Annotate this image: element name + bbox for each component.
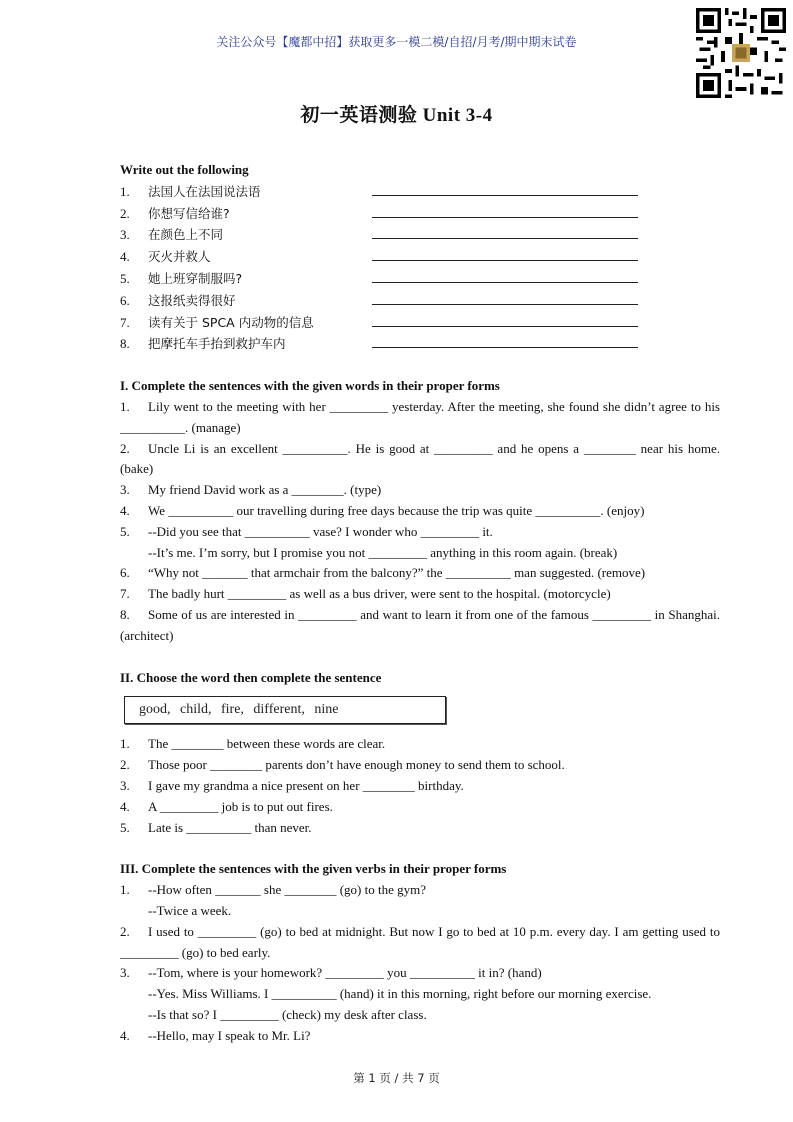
answer-line[interactable]	[372, 203, 638, 218]
item-number: 2.	[120, 205, 130, 221]
question-number: 5.	[120, 523, 130, 539]
worksheet-body	[120, 160, 720, 1046]
item-chinese-text: 她上班穿制服吗?	[148, 270, 243, 286]
page-footer: 第 1 页 / 共 7 页	[353, 1071, 440, 1085]
question	[120, 734, 720, 755]
question	[120, 605, 720, 647]
question-number: 3.	[120, 482, 130, 498]
item-chinese-text: 把摩托车手抬到救护车内	[148, 336, 286, 352]
translation-item	[120, 312, 720, 334]
question-text: My friend David work as a ________. (type)	[148, 482, 382, 498]
item-number: 1.	[120, 183, 130, 199]
question-number: 4.	[120, 798, 130, 814]
question-number: 7.	[120, 586, 130, 602]
question	[120, 880, 720, 901]
section-heading-2: II. Choose the word then complete the sentence	[120, 669, 382, 685]
question-text: I gave my grandma a nice present on her ________ birthday.	[148, 777, 464, 793]
item-number: 3.	[120, 227, 130, 243]
question	[120, 755, 720, 776]
question	[120, 818, 720, 839]
question	[120, 397, 720, 439]
header-promo-note: 关注公众号【魔都中招】获取更多一模二模/自招/月考/期中期末试卷	[216, 35, 577, 49]
question-text: I used to _________ (go) to bed at midnight. But now I go to bed at 10 p.m. every day. I am getting used to _________ (go) to bed early.	[120, 923, 720, 960]
question-number: 8.	[120, 606, 130, 622]
item-chinese-text: 法国人在法国说法语	[148, 183, 261, 199]
question-text: Those poor ________ parents don’t have enough money to send them to school.	[148, 757, 565, 773]
translation-item	[120, 224, 720, 246]
question-text: Some of us are interested in _________ and want to learn it from one of the famous _________ in Shanghai. (architect)	[120, 606, 720, 643]
answer-line[interactable]	[372, 268, 638, 283]
question-number: 2.	[120, 757, 130, 773]
answer-line[interactable]	[372, 224, 638, 239]
qr-code-icon	[696, 8, 786, 98]
translation-item	[120, 246, 720, 268]
translation-item	[120, 181, 720, 203]
item-chinese-text: 灭火并救人	[148, 249, 211, 265]
question	[120, 501, 720, 522]
question	[120, 522, 720, 543]
answer-line[interactable]	[372, 290, 638, 305]
translation-item	[120, 203, 720, 225]
answer-line[interactable]	[372, 181, 638, 196]
question-text: A _________ job is to put out fires.	[148, 798, 333, 814]
item-number: 4.	[120, 249, 130, 265]
question-continuation: --It’s me. I’m sorry, but I promise you not _________ anything in this room again. (break)	[148, 544, 618, 560]
question-text: Late is __________ than never.	[148, 819, 312, 835]
question-text: --How often _______ she ________ (go) to the gym?	[148, 882, 427, 898]
question	[120, 1026, 720, 1047]
item-number: 8.	[120, 336, 130, 352]
question-number: 1.	[120, 882, 130, 898]
question-text: The badly hurt _________ as well as a bus driver, were sent to the hospital. (motorcycle)	[148, 586, 611, 602]
question	[120, 480, 720, 501]
question-continuation: --Is that so? I _________ (check) my desk after class.	[148, 1006, 427, 1022]
question-continuation: --Yes. Miss Williams. I __________ (hand) it in this morning, right before our morning exercise.	[148, 986, 652, 1002]
answer-line[interactable]	[372, 312, 638, 327]
question-text: The ________ between these words are clear.	[148, 736, 386, 752]
section-heading-1: I. Complete the sentences with the given words in their proper forms	[120, 378, 500, 394]
question-number: 3.	[120, 777, 130, 793]
question-number: 4.	[120, 502, 130, 518]
question-text: Lily went to the meeting with her _________ yesterday. After the meeting, she found she didn’t agree to his __________. (manage)	[120, 398, 720, 435]
question-number: 3.	[120, 965, 130, 981]
item-chinese-text: 你想写信给谁?	[148, 205, 230, 221]
question-number: 1.	[120, 736, 130, 752]
question-text: --Did you see that __________ vase? I wonder who _________ it.	[148, 523, 493, 539]
item-chinese-text: 在颜色上不同	[148, 227, 224, 243]
item-chinese-text: 这报纸卖得很好	[148, 292, 236, 308]
translation-item	[120, 333, 720, 355]
item-number: 6.	[120, 292, 130, 308]
question-number: 2.	[120, 923, 130, 939]
question	[120, 922, 720, 964]
question-number: 6.	[120, 565, 130, 581]
question-continuation: --Twice a week.	[148, 902, 232, 918]
question-text: “Why not _______ that armchair from the balcony?” the __________ man suggested. (remove)	[148, 565, 646, 581]
translation-item	[120, 268, 720, 290]
question	[120, 584, 720, 605]
question-number: 2.	[120, 440, 130, 456]
question	[120, 963, 720, 984]
question-number: 5.	[120, 819, 130, 835]
question-text: --Hello, may I speak to Mr. Li?	[148, 1027, 311, 1043]
translation-item	[120, 290, 720, 312]
question-text: --Tom, where is your homework? _________ you __________ it in? (hand)	[148, 965, 542, 981]
question	[120, 776, 720, 797]
question	[120, 797, 720, 818]
answer-line[interactable]	[372, 333, 638, 348]
item-number: 5.	[120, 270, 130, 286]
page-title: 初一英语测验 Unit 3-4	[300, 105, 493, 126]
item-chinese-text: 读有关于 SPCA 内动物的信息	[148, 314, 314, 330]
item-number: 7.	[120, 314, 130, 330]
word-box: good, child, fire, different, nine	[124, 696, 446, 724]
question-number: 4.	[120, 1027, 130, 1043]
answer-line[interactable]	[372, 246, 638, 261]
question	[120, 439, 720, 481]
question-number: 1.	[120, 398, 130, 414]
section-heading-write: Write out the following	[120, 162, 249, 177]
question-text: We __________ our travelling during free days because the trip was quite __________. (enjoy)	[148, 502, 645, 518]
question-text: Uncle Li is an excellent __________. He is good at _________ and he opens a ________ near his home. (bake)	[120, 440, 720, 477]
section-heading-3: III. Complete the sentences with the given verbs in their proper forms	[120, 861, 507, 877]
question	[120, 563, 720, 584]
